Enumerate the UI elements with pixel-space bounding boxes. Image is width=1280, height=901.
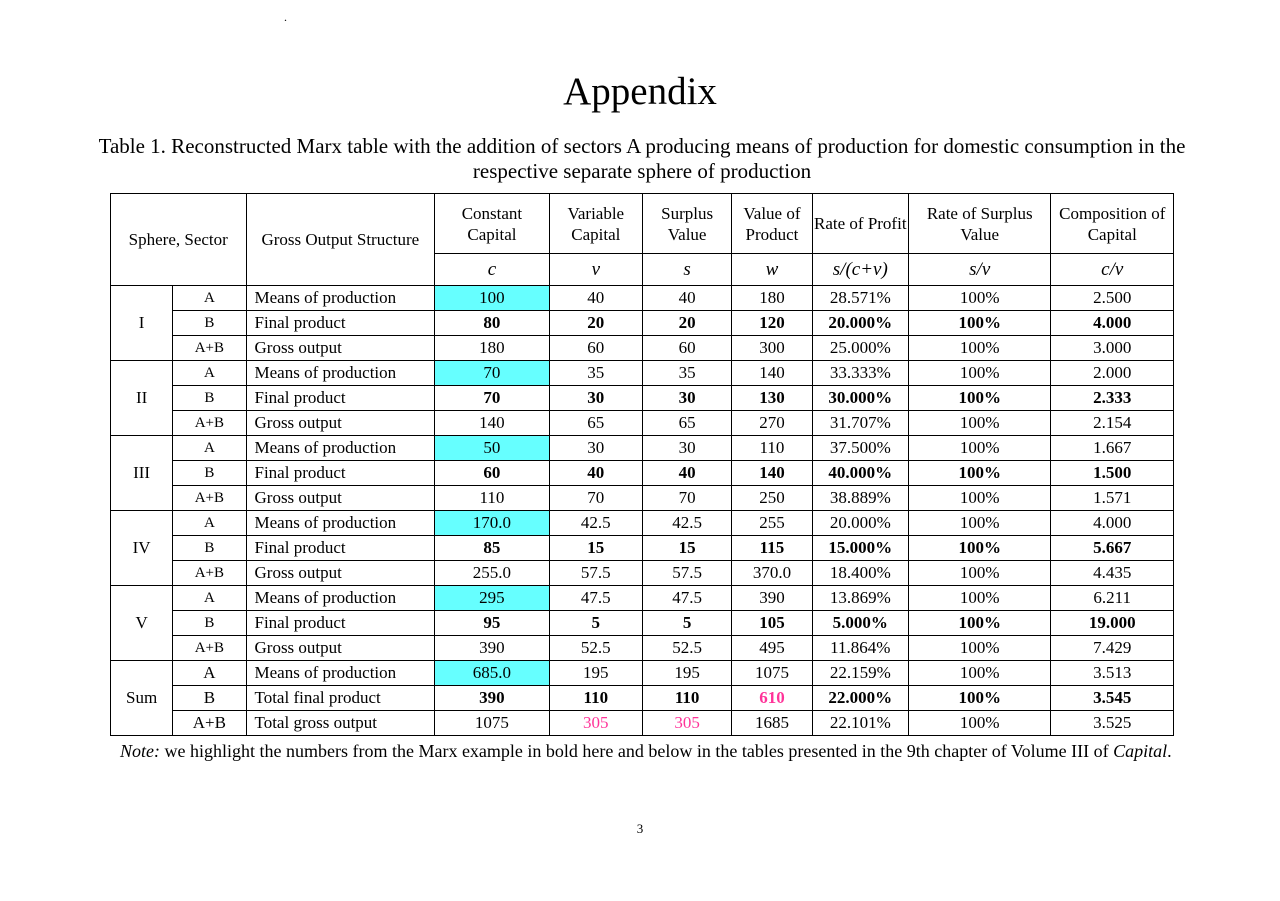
sector-label: A+B — [173, 411, 246, 436]
cell-rate-of-surplus-value: 100% — [908, 361, 1051, 386]
table-row — [111, 286, 1174, 311]
cell-constant-capital: 95 — [435, 611, 549, 636]
cell-constant-capital: 390 — [435, 686, 549, 711]
cell-variable-capital: 195 — [549, 661, 642, 686]
structure-label: Means of production — [246, 511, 435, 536]
sector-label: B — [173, 536, 246, 561]
cell-variable-capital: 65 — [549, 411, 642, 436]
marx-table — [110, 193, 1174, 736]
cell-variable-capital: 40 — [549, 286, 642, 311]
structure-label: Gross output — [246, 336, 435, 361]
cell-constant-capital: 170.0 — [435, 511, 549, 536]
structure-label: Final product — [246, 536, 435, 561]
table-body — [111, 286, 1174, 736]
cell-rate-of-surplus-value: 100% — [908, 611, 1051, 636]
cell-surplus-value: 30 — [642, 436, 731, 461]
cell-variable-capital: 70 — [549, 486, 642, 511]
cell-variable-capital: 5 — [549, 611, 642, 636]
symbol-s: s — [642, 254, 731, 286]
symbol-composition: c/v — [1051, 254, 1174, 286]
sector-label: A+B — [173, 486, 246, 511]
cell-surplus-value: 65 — [642, 411, 731, 436]
cell-variable-capital: 15 — [549, 536, 642, 561]
note-text: we highlight the numbers from the Marx example in bold here and below in the tables presented in the 9th chapter of Volume III of — [160, 741, 1114, 761]
cell-value-of-product: 140 — [732, 361, 812, 386]
structure-label: Final product — [246, 611, 435, 636]
cell-constant-capital: 70 — [435, 361, 549, 386]
cell-value-of-product: 250 — [732, 486, 812, 511]
cell-rate-of-profit: 22.159% — [812, 661, 908, 686]
cell-constant-capital: 180 — [435, 336, 549, 361]
cell-variable-capital: 305 — [549, 711, 642, 736]
cell-value-of-product: 495 — [732, 636, 812, 661]
cell-rate-of-profit: 38.889% — [812, 486, 908, 511]
structure-label: Means of production — [246, 361, 435, 386]
symbol-w: w — [732, 254, 812, 286]
header-rate-of-surplus-value: Rate of Surplus Value — [908, 194, 1051, 254]
cell-composition-of-capital: 1.571 — [1051, 486, 1174, 511]
cell-composition-of-capital: 2.000 — [1051, 361, 1174, 386]
header-composition-of-capital: Composition of Capital — [1051, 194, 1174, 254]
table-row — [111, 461, 1174, 486]
structure-label: Total final product — [246, 686, 435, 711]
structure-label: Means of production — [246, 286, 435, 311]
sector-label: A — [173, 511, 246, 536]
structure-label: Gross output — [246, 636, 435, 661]
cell-composition-of-capital: 6.211 — [1051, 586, 1174, 611]
cell-composition-of-capital: 7.429 — [1051, 636, 1174, 661]
cell-composition-of-capital: 19.000 — [1051, 611, 1174, 636]
cell-surplus-value: 195 — [642, 661, 731, 686]
cell-rate-of-surplus-value: 100% — [908, 461, 1051, 486]
cell-constant-capital: 140 — [435, 411, 549, 436]
cell-rate-of-surplus-value: 100% — [908, 661, 1051, 686]
cell-variable-capital: 42.5 — [549, 511, 642, 536]
sector-label: A — [173, 661, 246, 686]
cell-rate-of-surplus-value: 100% — [908, 586, 1051, 611]
cell-surplus-value: 52.5 — [642, 636, 731, 661]
structure-label: Final product — [246, 461, 435, 486]
structure-label: Final product — [246, 386, 435, 411]
cell-composition-of-capital: 3.513 — [1051, 661, 1174, 686]
cell-value-of-product: 1075 — [732, 661, 812, 686]
sector-label: A — [173, 436, 246, 461]
sector-label: A — [173, 286, 246, 311]
cell-rate-of-profit: 18.400% — [812, 561, 908, 586]
cell-rate-of-profit: 31.707% — [812, 411, 908, 436]
note-prefix: Note: — [120, 741, 160, 761]
cell-composition-of-capital: 2.500 — [1051, 286, 1174, 311]
structure-label: Gross output — [246, 486, 435, 511]
cell-rate-of-profit: 22.101% — [812, 711, 908, 736]
cell-rate-of-profit: 33.333% — [812, 361, 908, 386]
cell-rate-of-surplus-value: 100% — [908, 311, 1051, 336]
table-caption: Table 1. Reconstructed Marx table with the addition of sectors A producing means of production for domestic consumption in the respective separate sphere of production — [98, 134, 1186, 183]
cell-surplus-value: 42.5 — [642, 511, 731, 536]
cell-value-of-product: 300 — [732, 336, 812, 361]
cell-surplus-value: 40 — [642, 286, 731, 311]
table-row — [111, 511, 1174, 536]
cell-rate-of-profit: 28.571% — [812, 286, 908, 311]
cell-value-of-product: 270 — [732, 411, 812, 436]
structure-label: Total gross output — [246, 711, 435, 736]
cell-surplus-value: 47.5 — [642, 586, 731, 611]
table-row — [111, 611, 1174, 636]
table-row — [111, 361, 1174, 386]
cell-rate-of-surplus-value: 100% — [908, 561, 1051, 586]
table-row — [111, 711, 1174, 736]
cell-rate-of-surplus-value: 100% — [908, 336, 1051, 361]
sphere-label: II — [111, 361, 173, 436]
cell-constant-capital: 70 — [435, 386, 549, 411]
sphere-label: Sum — [111, 661, 173, 736]
cell-rate-of-profit: 13.869% — [812, 586, 908, 611]
table-row — [111, 561, 1174, 586]
cell-composition-of-capital: 5.667 — [1051, 536, 1174, 561]
table-row — [111, 336, 1174, 361]
sphere-label: V — [111, 586, 173, 661]
sector-label: A — [173, 361, 246, 386]
cell-rate-of-surplus-value: 100% — [908, 486, 1051, 511]
cell-constant-capital: 255.0 — [435, 561, 549, 586]
cell-composition-of-capital: 1.500 — [1051, 461, 1174, 486]
cell-rate-of-surplus-value: 100% — [908, 386, 1051, 411]
cell-rate-of-surplus-value: 100% — [908, 436, 1051, 461]
header-rate-of-profit: Rate of Profit — [812, 194, 908, 254]
cell-value-of-product: 610 — [732, 686, 812, 711]
structure-label: Means of production — [246, 436, 435, 461]
table-row — [111, 411, 1174, 436]
sphere-label: III — [111, 436, 173, 511]
cell-rate-of-surplus-value: 100% — [908, 536, 1051, 561]
cell-constant-capital: 1075 — [435, 711, 549, 736]
header-constant-capital: Constant Capital — [435, 194, 549, 254]
sector-label: B — [173, 386, 246, 411]
table-row — [111, 536, 1174, 561]
sphere-label: I — [111, 286, 173, 361]
cell-constant-capital: 110 — [435, 486, 549, 511]
table-row — [111, 636, 1174, 661]
cell-rate-of-profit: 20.000% — [812, 311, 908, 336]
cell-surplus-value: 60 — [642, 336, 731, 361]
top-mark: . — [284, 10, 287, 24]
cell-rate-of-surplus-value: 100% — [908, 286, 1051, 311]
table-row — [111, 436, 1174, 461]
cell-variable-capital: 110 — [549, 686, 642, 711]
cell-value-of-product: 110 — [732, 436, 812, 461]
cell-variable-capital: 20 — [549, 311, 642, 336]
cell-variable-capital: 30 — [549, 386, 642, 411]
cell-composition-of-capital: 3.000 — [1051, 336, 1174, 361]
page-number: 3 — [636, 821, 644, 836]
cell-variable-capital: 40 — [549, 461, 642, 486]
cell-constant-capital: 295 — [435, 586, 549, 611]
cell-composition-of-capital: 3.545 — [1051, 686, 1174, 711]
cell-rate-of-profit: 25.000% — [812, 336, 908, 361]
structure-label: Gross output — [246, 411, 435, 436]
sector-label: B — [173, 311, 246, 336]
header-variable-capital: Variable Capital — [549, 194, 642, 254]
cell-constant-capital: 50 — [435, 436, 549, 461]
cell-rate-of-surplus-value: 100% — [908, 686, 1051, 711]
cell-constant-capital: 80 — [435, 311, 549, 336]
header-sphere-sector: Sphere, Sector — [111, 194, 247, 286]
cell-value-of-product: 255 — [732, 511, 812, 536]
cell-surplus-value: 57.5 — [642, 561, 731, 586]
sphere-label: IV — [111, 511, 173, 586]
cell-surplus-value: 40 — [642, 461, 731, 486]
cell-rate-of-profit: 15.000% — [812, 536, 908, 561]
cell-value-of-product: 140 — [732, 461, 812, 486]
cell-variable-capital: 57.5 — [549, 561, 642, 586]
cell-variable-capital: 35 — [549, 361, 642, 386]
cell-value-of-product: 370.0 — [732, 561, 812, 586]
cell-composition-of-capital: 2.333 — [1051, 386, 1174, 411]
note-end: . — [1167, 741, 1172, 761]
table-row — [111, 586, 1174, 611]
sector-label: A+B — [173, 711, 246, 736]
cell-value-of-product: 130 — [732, 386, 812, 411]
cell-surplus-value: 70 — [642, 486, 731, 511]
header-surplus-value: Surplus Value — [642, 194, 731, 254]
cell-value-of-product: 120 — [732, 311, 812, 336]
cell-composition-of-capital: 1.667 — [1051, 436, 1174, 461]
cell-rate-of-profit: 30.000% — [812, 386, 908, 411]
cell-rate-of-surplus-value: 100% — [908, 711, 1051, 736]
sector-label: B — [173, 461, 246, 486]
sector-label: A — [173, 586, 246, 611]
cell-value-of-product: 390 — [732, 586, 812, 611]
header-gross-output-structure: Gross Output Structure — [246, 194, 435, 286]
cell-composition-of-capital: 4.000 — [1051, 311, 1174, 336]
cell-rate-of-surplus-value: 100% — [908, 411, 1051, 436]
structure-label: Means of production — [246, 661, 435, 686]
cell-composition-of-capital: 4.435 — [1051, 561, 1174, 586]
sector-label: A+B — [173, 636, 246, 661]
cell-constant-capital: 390 — [435, 636, 549, 661]
cell-value-of-product: 105 — [732, 611, 812, 636]
cell-rate-of-profit: 5.000% — [812, 611, 908, 636]
cell-surplus-value: 15 — [642, 536, 731, 561]
cell-rate-of-profit: 40.000% — [812, 461, 908, 486]
sector-label: A+B — [173, 336, 246, 361]
cell-variable-capital: 52.5 — [549, 636, 642, 661]
header-value-of-product: Value of Product — [732, 194, 812, 254]
cell-surplus-value: 35 — [642, 361, 731, 386]
cell-rate-of-surplus-value: 100% — [908, 636, 1051, 661]
cell-rate-of-profit: 11.864% — [812, 636, 908, 661]
cell-variable-capital: 60 — [549, 336, 642, 361]
sector-label: A+B — [173, 561, 246, 586]
structure-label: Gross output — [246, 561, 435, 586]
cell-rate-of-profit: 37.500% — [812, 436, 908, 461]
cell-rate-of-profit: 22.000% — [812, 686, 908, 711]
cell-value-of-product: 115 — [732, 536, 812, 561]
cell-composition-of-capital: 3.525 — [1051, 711, 1174, 736]
symbol-rate-of-surplus: s/v — [908, 254, 1051, 286]
table-row — [111, 486, 1174, 511]
symbol-c: c — [435, 254, 549, 286]
symbol-rate-of-profit: s/(c+v) — [812, 254, 908, 286]
symbol-v: v — [549, 254, 642, 286]
cell-variable-capital: 47.5 — [549, 586, 642, 611]
cell-constant-capital: 85 — [435, 536, 549, 561]
table-note — [120, 740, 1180, 762]
note-book-title: Capital — [1113, 741, 1168, 761]
cell-variable-capital: 30 — [549, 436, 642, 461]
cell-rate-of-surplus-value: 100% — [908, 511, 1051, 536]
cell-surplus-value: 5 — [642, 611, 731, 636]
cell-rate-of-profit: 20.000% — [812, 511, 908, 536]
table-row — [111, 386, 1174, 411]
cell-surplus-value: 305 — [642, 711, 731, 736]
sector-label: B — [173, 686, 246, 711]
cell-value-of-product: 1685 — [732, 711, 812, 736]
structure-label: Means of production — [246, 586, 435, 611]
table-row — [111, 661, 1174, 686]
cell-composition-of-capital: 4.000 — [1051, 511, 1174, 536]
cell-constant-capital: 100 — [435, 286, 549, 311]
cell-surplus-value: 30 — [642, 386, 731, 411]
structure-label: Final product — [246, 311, 435, 336]
table-row — [111, 311, 1174, 336]
sector-label: B — [173, 611, 246, 636]
cell-constant-capital: 685.0 — [435, 661, 549, 686]
cell-value-of-product: 180 — [732, 286, 812, 311]
appendix-heading: Appendix — [563, 70, 717, 113]
cell-surplus-value: 110 — [642, 686, 731, 711]
table-row — [111, 686, 1174, 711]
cell-constant-capital: 60 — [435, 461, 549, 486]
cell-surplus-value: 20 — [642, 311, 731, 336]
cell-composition-of-capital: 2.154 — [1051, 411, 1174, 436]
